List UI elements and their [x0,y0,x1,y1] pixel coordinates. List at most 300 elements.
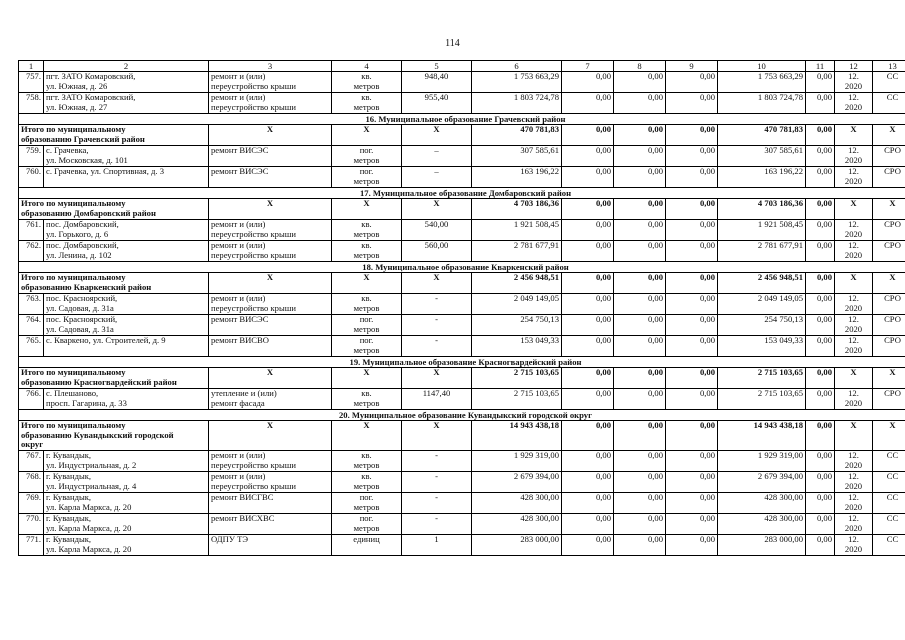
section-title: 19. Муниципальное образование Красногвардейский район [19,357,905,368]
unit-cell: пог. метров [332,493,402,514]
table-row [19,220,905,241]
owner-funds-cell: 163 196,22 [718,167,806,188]
subtotal-row [19,199,905,220]
subtotal-row [19,273,905,294]
deadline-cell: 12. 2020 [835,146,873,167]
deadline-cell: Х [835,273,873,294]
fund-cell: 0,00 [562,294,614,315]
unit-cell: Х [332,273,402,294]
row-number-cell: 770. [19,514,44,535]
subtotal-label: Итого по муниципальному образованию Домбаровский район [19,199,209,220]
work-type-cell: ремонт и (или) переустройство крыши [209,294,332,315]
column-number-header: 10 [718,61,806,72]
table-body [19,61,905,556]
account-type-cell: Х [873,125,905,146]
row-number-cell: 769. [19,493,44,514]
account-type-cell: СРО [873,146,905,167]
account-type-cell: СС [873,535,905,556]
quantity-cell: Х [402,368,472,389]
column-number-header: 6 [472,61,562,72]
page-number: 114 [445,38,460,49]
quantity-cell: Х [402,125,472,146]
fund-cell: 0,00 [614,493,666,514]
quantity-cell: 560,00 [402,241,472,262]
fund-cell: 0,00 [614,535,666,556]
fund-cell: 0,00 [614,294,666,315]
work-type-cell: ремонт ВИСВО [209,336,332,357]
fund-cell: 0,00 [562,72,614,93]
row-number-cell: 757. [19,72,44,93]
fund-cell: 0,00 [562,535,614,556]
fund-cell: 0,00 [666,389,718,410]
quantity-cell: - [402,493,472,514]
work-type-cell: Х [209,421,332,451]
address-cell: пос. Красноярский, ул. Садовая, д. 31а [44,315,209,336]
column-number-header: 4 [332,61,402,72]
total-cost-cell: 4 703 186,36 [472,199,562,220]
other-funds-cell: 0,00 [806,514,835,535]
fund-cell: 0,00 [666,315,718,336]
other-funds-cell: 0,00 [806,493,835,514]
table-row [19,72,905,93]
account-type-cell: Х [873,199,905,220]
deadline-cell: 12. 2020 [835,493,873,514]
fund-cell: 0,00 [614,514,666,535]
table-row [19,514,905,535]
unit-cell: пог. метров [332,146,402,167]
row-number-cell: 768. [19,472,44,493]
owner-funds-cell: 1 753 663,29 [718,72,806,93]
fund-cell: 0,00 [666,167,718,188]
unit-cell: кв. метров [332,451,402,472]
other-funds-cell: 0,00 [806,146,835,167]
address-cell: с. Кваркено, ул. Строителей, д. 9 [44,336,209,357]
owner-funds-cell: 2 456 948,51 [718,273,806,294]
table-row [19,472,905,493]
account-type-cell: СС [873,72,905,93]
deadline-cell: 12. 2020 [835,514,873,535]
fund-cell: 0,00 [562,167,614,188]
other-funds-cell: 0,00 [806,294,835,315]
total-cost-cell: 2 456 948,51 [472,273,562,294]
row-number-cell: 771. [19,535,44,556]
total-cost-cell: 428 300,00 [472,514,562,535]
row-number-cell: 763. [19,294,44,315]
row-number-cell: 765. [19,336,44,357]
subtotal-row [19,368,905,389]
repair-program-table [18,60,905,556]
quantity-cell: 1147,40 [402,389,472,410]
unit-cell: Х [332,199,402,220]
fund-cell: 0,00 [666,72,718,93]
work-type-cell: ремонт ВИСЭС [209,146,332,167]
work-type-cell: ремонт ВИСЭС [209,167,332,188]
other-funds-cell: 0,00 [806,315,835,336]
account-type-cell: СС [873,493,905,514]
other-funds-cell: 0,00 [806,451,835,472]
unit-cell: пог. метров [332,167,402,188]
section-title: 20. Муниципальное образование Кувандыкский городской округ [19,410,905,421]
work-type-cell: ремонт ВИСГВС [209,493,332,514]
owner-funds-cell: 153 049,33 [718,336,806,357]
fund-cell: 0,00 [666,514,718,535]
fund-cell: 0,00 [614,199,666,220]
owner-funds-cell: 470 781,83 [718,125,806,146]
address-cell: г. Кувандык, ул. Индустриальная, д. 2 [44,451,209,472]
total-cost-cell: 254 750,13 [472,315,562,336]
section-heading-row [19,114,905,125]
fund-cell: 0,00 [666,451,718,472]
unit-cell: Х [332,368,402,389]
column-number-header: 2 [44,61,209,72]
table-row [19,146,905,167]
quantity-cell: 955,40 [402,93,472,114]
fund-cell: 0,00 [562,336,614,357]
deadline-cell: 12. 2020 [835,535,873,556]
total-cost-cell: 1 753 663,29 [472,72,562,93]
total-cost-cell: 307 585,61 [472,146,562,167]
column-number-header: 1 [19,61,44,72]
quantity-cell: - [402,315,472,336]
table-row [19,315,905,336]
quantity-cell: Х [402,421,472,451]
owner-funds-cell: 1 929 319,00 [718,451,806,472]
row-number-cell: 759. [19,146,44,167]
work-type-cell: ремонт и (или) переустройство крыши [209,451,332,472]
column-number-header: 8 [614,61,666,72]
fund-cell: 0,00 [666,146,718,167]
account-type-cell: СРО [873,294,905,315]
quantity-cell: Х [402,199,472,220]
work-type-cell: Х [209,199,332,220]
unit-cell: кв. метров [332,220,402,241]
fund-cell: 0,00 [614,93,666,114]
other-funds-cell: 0,00 [806,273,835,294]
fund-cell: 0,00 [614,125,666,146]
owner-funds-cell: 2 715 103,65 [718,368,806,389]
quantity-cell: - [402,451,472,472]
unit-cell: Х [332,125,402,146]
unit-cell: кв. метров [332,294,402,315]
quantity-cell: - [402,514,472,535]
fund-cell: 0,00 [614,421,666,451]
account-type-cell: Х [873,368,905,389]
other-funds-cell: 0,00 [806,93,835,114]
total-cost-cell: 2 715 103,65 [472,368,562,389]
address-cell: г. Кувандык, ул. Карла Маркса, д. 20 [44,514,209,535]
account-type-cell: СРО [873,241,905,262]
fund-cell: 0,00 [666,493,718,514]
column-number-header: 3 [209,61,332,72]
column-number-header: 9 [666,61,718,72]
deadline-cell: 12. 2020 [835,72,873,93]
owner-funds-cell: 4 703 186,36 [718,199,806,220]
quantity-cell: 948,40 [402,72,472,93]
fund-cell: 0,00 [614,389,666,410]
fund-cell: 0,00 [666,535,718,556]
deadline-cell: Х [835,199,873,220]
fund-cell: 0,00 [614,451,666,472]
work-type-cell: Х [209,368,332,389]
fund-cell: 0,00 [614,167,666,188]
deadline-cell: 12. 2020 [835,472,873,493]
other-funds-cell: 0,00 [806,368,835,389]
fund-cell: 0,00 [562,389,614,410]
owner-funds-cell: 2 715 103,65 [718,389,806,410]
owner-funds-cell: 2 781 677,91 [718,241,806,262]
deadline-cell: 12. 2020 [835,167,873,188]
fund-cell: 0,00 [614,368,666,389]
work-type-cell: Х [209,273,332,294]
work-type-cell: Х [209,125,332,146]
deadline-cell: 12. 2020 [835,336,873,357]
table-row [19,336,905,357]
deadline-cell: Х [835,421,873,451]
account-type-cell: СРО [873,389,905,410]
quantity-cell: Х [402,273,472,294]
owner-funds-cell: 2 049 149,05 [718,294,806,315]
other-funds-cell: 0,00 [806,125,835,146]
subtotal-label: Итого по муниципальному образованию Красногвардейский район [19,368,209,389]
account-type-cell: СРО [873,167,905,188]
row-number-cell: 761. [19,220,44,241]
fund-cell: 0,00 [562,315,614,336]
unit-cell: пог. метров [332,315,402,336]
unit-cell: пог. метров [332,514,402,535]
address-cell: пос. Красноярский, ул. Садовая, д. 31а [44,294,209,315]
subtotal-row [19,125,905,146]
fund-cell: 0,00 [666,368,718,389]
deadline-cell: 12. 2020 [835,93,873,114]
other-funds-cell: 0,00 [806,389,835,410]
table-row [19,294,905,315]
other-funds-cell: 0,00 [806,72,835,93]
work-type-cell: ремонт и (или) переустройство крыши [209,220,332,241]
row-number-cell: 762. [19,241,44,262]
owner-funds-cell: 1 921 508,45 [718,220,806,241]
owner-funds-cell: 1 803 724,78 [718,93,806,114]
account-type-cell: СРО [873,220,905,241]
account-type-cell: СС [873,93,905,114]
work-type-cell: ремонт и (или) переустройство крыши [209,241,332,262]
other-funds-cell: 0,00 [806,199,835,220]
column-number-header-row [19,61,905,72]
total-cost-cell: 163 196,22 [472,167,562,188]
deadline-cell: 12. 2020 [835,451,873,472]
section-heading-row [19,262,905,273]
unit-cell: единиц [332,535,402,556]
fund-cell: 0,00 [562,421,614,451]
fund-cell: 0,00 [666,421,718,451]
fund-cell: 0,00 [562,451,614,472]
unit-cell: пог. метров [332,336,402,357]
other-funds-cell: 0,00 [806,421,835,451]
total-cost-cell: 428 300,00 [472,493,562,514]
address-cell: г. Кувандык, ул. Индустриальная, д. 4 [44,472,209,493]
table-row [19,167,905,188]
owner-funds-cell: 14 943 438,18 [718,421,806,451]
column-number-header: 11 [806,61,835,72]
fund-cell: 0,00 [562,220,614,241]
section-title: 17. Муниципальное образование Домбаровский район [19,188,905,199]
account-type-cell: Х [873,421,905,451]
account-type-cell: СС [873,451,905,472]
fund-cell: 0,00 [614,472,666,493]
deadline-cell: 12. 2020 [835,389,873,410]
fund-cell: 0,00 [562,514,614,535]
other-funds-cell: 0,00 [806,535,835,556]
fund-cell: 0,00 [614,273,666,294]
section-title: 16. Муниципальное образование Грачевский район [19,114,905,125]
fund-cell: 0,00 [666,273,718,294]
unit-cell: Х [332,421,402,451]
account-type-cell: СС [873,514,905,535]
work-type-cell: утепление и (или) ремонт фасада [209,389,332,410]
quantity-cell: 1 [402,535,472,556]
account-type-cell: СРО [873,315,905,336]
fund-cell: 0,00 [614,220,666,241]
row-number-cell: 764. [19,315,44,336]
unit-cell: кв. метров [332,472,402,493]
fund-cell: 0,00 [614,72,666,93]
work-type-cell: ОДПУ ТЭ [209,535,332,556]
total-cost-cell: 2 781 677,91 [472,241,562,262]
fund-cell: 0,00 [562,472,614,493]
unit-cell: кв. метров [332,389,402,410]
account-type-cell: СРО [873,336,905,357]
account-type-cell: СС [873,472,905,493]
fund-cell: 0,00 [666,241,718,262]
address-cell: с. Грачевка, ул. Московская, д. 101 [44,146,209,167]
total-cost-cell: 1 929 319,00 [472,451,562,472]
section-heading-row [19,357,905,368]
fund-cell: 0,00 [614,146,666,167]
fund-cell: 0,00 [562,199,614,220]
other-funds-cell: 0,00 [806,472,835,493]
address-cell: с. Грачевка, ул. Спортивная, д. 3 [44,167,209,188]
fund-cell: 0,00 [614,241,666,262]
fund-cell: 0,00 [666,220,718,241]
owner-funds-cell: 428 300,00 [718,493,806,514]
address-cell: г. Кувандык, ул. Карла Маркса, д. 20 [44,535,209,556]
other-funds-cell: 0,00 [806,220,835,241]
table-row [19,535,905,556]
total-cost-cell: 2 715 103,65 [472,389,562,410]
address-cell: пгт. ЗАТО Комаровский, ул. Южная, д. 27 [44,93,209,114]
total-cost-cell: 14 943 438,18 [472,421,562,451]
subtotal-label: Итого по муниципальному образованию Кувандыкский городской округ [19,421,209,451]
table-row [19,493,905,514]
owner-funds-cell: 254 750,13 [718,315,806,336]
quantity-cell: – [402,146,472,167]
column-number-header: 7 [562,61,614,72]
other-funds-cell: 0,00 [806,241,835,262]
table-row [19,451,905,472]
total-cost-cell: 1 921 508,45 [472,220,562,241]
quantity-cell: - [402,294,472,315]
total-cost-cell: 2 679 394,00 [472,472,562,493]
owner-funds-cell: 307 585,61 [718,146,806,167]
quantity-cell: – [402,167,472,188]
other-funds-cell: 0,00 [806,167,835,188]
address-cell: пос. Домбаровский, ул. Ленина, д. 102 [44,241,209,262]
work-type-cell: ремонт и (или) переустройство крыши [209,72,332,93]
fund-cell: 0,00 [666,199,718,220]
table-row [19,241,905,262]
subtotal-label: Итого по муниципальному образованию Грачевский район [19,125,209,146]
row-number-cell: 767. [19,451,44,472]
deadline-cell: Х [835,368,873,389]
fund-cell: 0,00 [562,125,614,146]
account-type-cell: Х [873,273,905,294]
unit-cell: кв. метров [332,241,402,262]
row-number-cell: 758. [19,93,44,114]
fund-cell: 0,00 [614,336,666,357]
fund-cell: 0,00 [666,336,718,357]
subtotal-label: Итого по муниципальному образованию Кваркенский район [19,273,209,294]
address-cell: с. Плешаново, просп. Гагарина, д. 33 [44,389,209,410]
owner-funds-cell: 283 000,00 [718,535,806,556]
deadline-cell: 12. 2020 [835,241,873,262]
deadline-cell: Х [835,125,873,146]
work-type-cell: ремонт ВИСЭС [209,315,332,336]
section-heading-row [19,188,905,199]
total-cost-cell: 153 049,33 [472,336,562,357]
section-title: 18. Муниципальное образование Кваркенский район [19,262,905,273]
total-cost-cell: 283 000,00 [472,535,562,556]
column-number-header: 12 [835,61,873,72]
column-number-header: 5 [402,61,472,72]
fund-cell: 0,00 [562,93,614,114]
quantity-cell: - [402,336,472,357]
deadline-cell: 12. 2020 [835,294,873,315]
total-cost-cell: 2 049 149,05 [472,294,562,315]
total-cost-cell: 470 781,83 [472,125,562,146]
fund-cell: 0,00 [562,146,614,167]
table-row [19,93,905,114]
fund-cell: 0,00 [666,472,718,493]
fund-cell: 0,00 [666,294,718,315]
unit-cell: кв. метров [332,72,402,93]
fund-cell: 0,00 [562,368,614,389]
subtotal-row [19,421,905,451]
column-number-header: 13 [873,61,905,72]
owner-funds-cell: 428 300,00 [718,514,806,535]
row-number-cell: 760. [19,167,44,188]
unit-cell: кв. метров [332,93,402,114]
address-cell: г. Кувандык, ул. Карла Маркса, д. 20 [44,493,209,514]
total-cost-cell: 1 803 724,78 [472,93,562,114]
table-row [19,389,905,410]
fund-cell: 0,00 [666,93,718,114]
quantity-cell: 540,00 [402,220,472,241]
address-cell: пос. Домбаровский, ул. Горького, д. 6 [44,220,209,241]
work-type-cell: ремонт и (или) переустройство крыши [209,93,332,114]
deadline-cell: 12. 2020 [835,220,873,241]
address-cell: пгт. ЗАТО Комаровский, ул. Южная, д. 26 [44,72,209,93]
owner-funds-cell: 2 679 394,00 [718,472,806,493]
fund-cell: 0,00 [562,273,614,294]
work-type-cell: ремонт и (или) переустройство крыши [209,472,332,493]
other-funds-cell: 0,00 [806,336,835,357]
fund-cell: 0,00 [666,125,718,146]
deadline-cell: 12. 2020 [835,315,873,336]
fund-cell: 0,00 [562,493,614,514]
fund-cell: 0,00 [562,241,614,262]
fund-cell: 0,00 [614,315,666,336]
row-number-cell: 766. [19,389,44,410]
quantity-cell: - [402,472,472,493]
